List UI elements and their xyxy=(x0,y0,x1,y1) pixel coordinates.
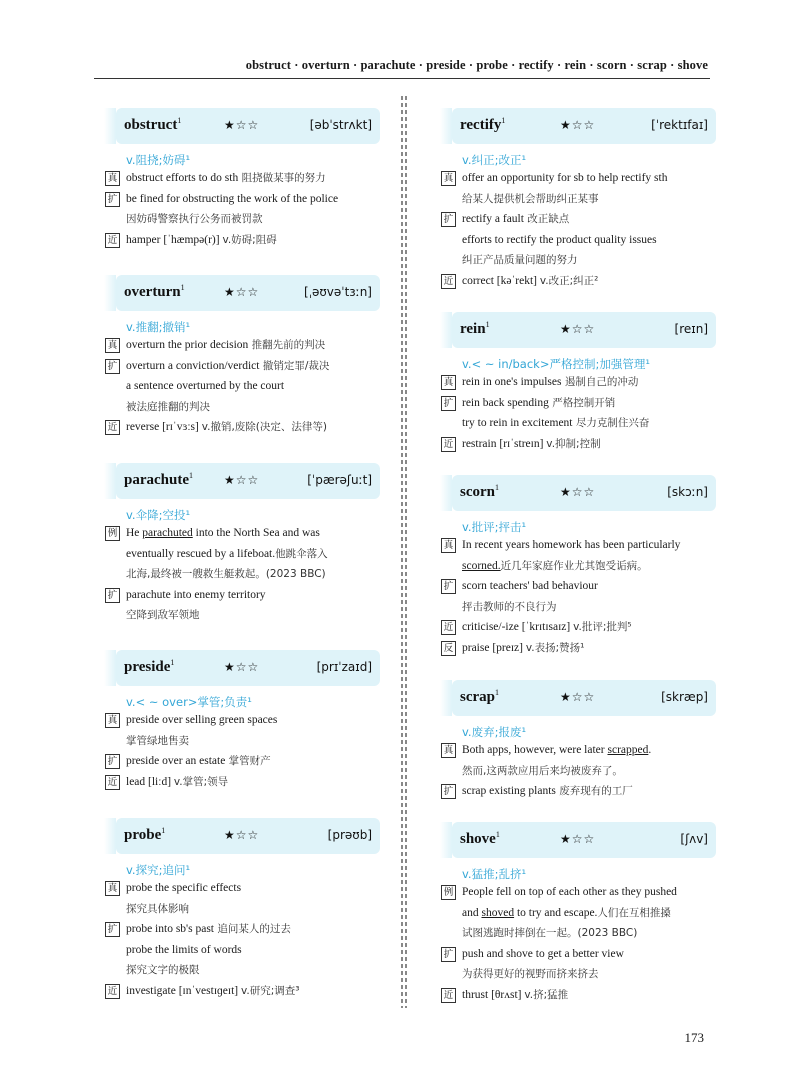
word-header xyxy=(452,822,716,858)
entry-line: 掌管绿地售卖 xyxy=(126,734,189,747)
part-of-speech: v.伞降;空投¹ xyxy=(126,508,191,522)
entry-line: 近 lead [liːd] v.掌管;领导 xyxy=(92,772,382,793)
page-number: 173 xyxy=(684,1030,704,1045)
entry-rein xyxy=(428,312,718,454)
line-tag: 近 xyxy=(441,988,456,1003)
entry-line: 纠正产品质量问题的努力 xyxy=(462,254,578,267)
part-of-speech: v.纠正;改正¹ xyxy=(462,153,527,167)
header-rule xyxy=(94,78,710,79)
line-tag: 扩 xyxy=(441,947,456,962)
rating-stars: ★☆☆ xyxy=(224,828,260,842)
phonetic: [ˈpærəʃuːt] xyxy=(307,473,372,487)
phonetic: [əbˈstrʌkt] xyxy=(309,118,372,132)
line-tag: 真 xyxy=(441,171,456,186)
entry-line: 近 thrust [θrʌst] v.挤;猛推 xyxy=(428,985,718,1006)
entry-line: 近 restrain [rɪˈstreɪn] v.抑制;控制 xyxy=(428,434,718,455)
entry-line: 真 probe the specific effects xyxy=(92,878,382,899)
line-tag: 近 xyxy=(105,233,120,248)
entry-line: 真 obstruct efforts to do sth 阻挠做某事的努力 xyxy=(92,168,382,189)
part-of-speech: v.批评;抨击¹ xyxy=(462,520,527,534)
rating-stars: ★☆☆ xyxy=(224,285,260,299)
headword: rein$^1$ xyxy=(460,320,490,337)
entry-rectify xyxy=(428,108,718,292)
entry-line: 扩 probe into sb's past 追问某人的过去 xyxy=(92,919,382,940)
headword: preside$^1$ xyxy=(124,658,175,675)
word-header xyxy=(116,650,380,686)
rating-stars: ★☆☆ xyxy=(560,690,596,704)
entry-line: 探究文字的极限 xyxy=(126,964,200,977)
entry-line: try to rein in excitement 尽力克制住兴奋 xyxy=(462,417,650,430)
line-tag: 扩 xyxy=(105,192,120,207)
line-tag: 扩 xyxy=(105,359,120,374)
example-line: eventually rescued by a lifeboat.他跳伞落入 xyxy=(126,547,328,560)
line-tag: 扩 xyxy=(441,212,456,227)
phonetic: [prɪˈzaɪd] xyxy=(316,660,372,674)
entry-scrap xyxy=(428,680,718,802)
entry-line: 为获得更好的视野而挤来挤去 xyxy=(462,968,599,981)
line-tag: 近 xyxy=(441,274,456,289)
entry-line: 扩 push and shove to get a better view xyxy=(428,944,718,965)
word-header xyxy=(116,818,380,854)
phonetic: [ˈrektɪfaɪ] xyxy=(651,118,708,132)
part-of-speech: v.< ~ in/back>严格控制;加强管理¹ xyxy=(462,357,650,371)
entry-line: 探究具体影响 xyxy=(126,902,189,915)
entry-line: 扩 parachute into enemy territory xyxy=(92,585,382,606)
entry-line: 近 criticise/-ize [ˈkrɪtɪsaɪz] v.批评;批判⁵ xyxy=(428,617,718,638)
line-tag: 近 xyxy=(441,437,456,452)
line-tag: 近 xyxy=(105,420,120,435)
example-line: 例 He parachuted into the North Sea and was xyxy=(92,523,382,544)
phonetic: [reɪn] xyxy=(674,322,708,336)
line-tag: 扩 xyxy=(441,784,456,799)
word-header xyxy=(116,275,380,311)
example-line: 试图逃跑时摔倒在一起。(2023 BBC) xyxy=(462,927,638,940)
line-tag: 近 xyxy=(105,984,120,999)
line-tag: 扩 xyxy=(105,754,120,769)
entry-line: 扩 scrap existing plants 废弃现有的工厂 xyxy=(428,781,718,802)
word-header xyxy=(116,108,380,144)
entry-line: probe the limits of words xyxy=(126,943,242,956)
entry-line: 真 offer an opportunity for sb to help rectify sth xyxy=(428,168,718,189)
entry-shove xyxy=(428,822,718,1006)
line-tag: 扩 xyxy=(441,396,456,411)
line-tag: 真 xyxy=(441,375,456,390)
phonetic: [skɔːn] xyxy=(667,485,708,499)
entry-parachute xyxy=(92,463,382,626)
example-line: 例 People fell on top of each other as they pushed xyxy=(428,882,718,903)
word-header xyxy=(452,475,716,511)
line-tag: 近 xyxy=(441,620,456,635)
word-header xyxy=(452,680,716,716)
entry-line: a sentence overturned by the court xyxy=(126,380,285,393)
entry-line: 反 praise [preɪz] v.表扬;赞扬¹ xyxy=(428,638,718,659)
word-header xyxy=(452,312,716,348)
entry-probe xyxy=(92,818,382,1002)
headword: rectify$^1$ xyxy=(460,116,506,133)
entry-line: 抨击教师的不良行为 xyxy=(462,600,557,613)
headword: parachute$^1$ xyxy=(124,471,193,488)
line-tag: 扩 xyxy=(441,579,456,594)
entry-line: 被法庭推翻的判决 xyxy=(126,400,210,413)
example-line: 然而,这两款应用后来均被废弃了。 xyxy=(462,764,623,777)
entry-line: 给某人提供机会帮助纠正某事 xyxy=(462,192,599,205)
line-tag: 近 xyxy=(105,775,120,790)
entry-line: 近 correct [kəˈrekt] v.改正;纠正² xyxy=(428,271,718,292)
line-tag: 真 xyxy=(105,881,120,896)
part-of-speech: v.推翻;撤销¹ xyxy=(126,320,191,334)
headword: shove$^1$ xyxy=(460,830,500,847)
line-tag: 扩 xyxy=(105,588,120,603)
rating-stars: ★☆☆ xyxy=(560,832,596,846)
page-header: obstruct · overturn · parachute · preside · probe · rectify · rein · scorn · scrap · shove xyxy=(245,58,708,72)
entry-line: 扩 rein back spending 严格控制开销 xyxy=(428,393,718,414)
part-of-speech: v.< ~ over>掌管;负责¹ xyxy=(126,695,252,709)
part-of-speech: v.探究;追问¹ xyxy=(126,863,191,877)
entry-obstruct xyxy=(92,108,382,250)
headword: scrap$^1$ xyxy=(460,688,499,705)
rating-stars: ★☆☆ xyxy=(224,660,260,674)
headword: obstruct$^1$ xyxy=(124,116,182,133)
rating-stars: ★☆☆ xyxy=(224,473,260,487)
headword: probe$^1$ xyxy=(124,826,166,843)
line-tag: 真 xyxy=(105,338,120,353)
line-tag: 扩 xyxy=(105,922,120,937)
entry-line: 空降到敌军领地 xyxy=(126,609,200,622)
line-tag: 真 xyxy=(105,713,120,728)
entry-line: 真 overturn the prior decision 推翻先前的判决 xyxy=(92,335,382,356)
phonetic: [ʃʌv] xyxy=(680,832,708,846)
entry-line: 扩 be fined for obstructing the work of the police xyxy=(92,189,382,210)
headword: scorn$^1$ xyxy=(460,483,499,500)
rating-stars: ★☆☆ xyxy=(560,322,596,336)
example-line: scorned.近几年家庭作业尤其饱受诟病。 xyxy=(462,559,648,572)
entry-line: 真 preside over selling green spaces xyxy=(92,710,382,731)
word-header xyxy=(116,463,380,499)
rating-stars: ★☆☆ xyxy=(560,118,596,132)
phonetic: [prəʊb] xyxy=(327,828,372,842)
entry-line: 扩 rectify a fault 改正缺点 xyxy=(428,209,718,230)
rating-stars: ★☆☆ xyxy=(224,118,260,132)
entry-line: 近 hamper [ˈhæmpə(r)] v.妨碍;阻碍 xyxy=(92,230,382,251)
line-tag: 真 xyxy=(105,171,120,186)
entry-line: 扩 scorn teachers' bad behaviour xyxy=(428,576,718,597)
word-header xyxy=(452,108,716,144)
example-line: 真 In recent years homework has been particularly xyxy=(428,535,718,556)
headword: overturn$^1$ xyxy=(124,283,185,300)
entry-line: 扩 preside over an estate 掌管财产 xyxy=(92,751,382,772)
entry-line: 扩 overturn a conviction/verdict 撤销定罪/裁决 xyxy=(92,356,382,377)
entry-line: 因妨碍警察执行公务而被罚款 xyxy=(126,213,263,226)
entry-preside xyxy=(92,650,382,792)
entry-overturn xyxy=(92,275,382,438)
phonetic: [skræp] xyxy=(661,690,708,704)
entry-scorn xyxy=(428,475,718,659)
entry-line: 近 reverse [rɪˈvɜːs] v.撤销,废除(决定、法律等) xyxy=(92,417,382,438)
part-of-speech: v.猛推;乱挤¹ xyxy=(462,867,527,881)
rating-stars: ★☆☆ xyxy=(560,485,596,499)
part-of-speech: v.废弃;报废¹ xyxy=(462,725,527,739)
line-tag: 反 xyxy=(441,641,456,656)
example-line: 真 Both apps, however, were later scrapped. xyxy=(428,740,718,761)
center-divider xyxy=(398,96,410,1008)
part-of-speech: v.阻挠;妨碍¹ xyxy=(126,153,191,167)
example-line: 北海,最终被一艘救生艇救起。(2023 BBC) xyxy=(126,568,326,581)
entry-line: 真 rein in one's impulses 遏制自己的冲动 xyxy=(428,372,718,393)
example-line: and shoved to try and escape.人们在互相推搡 xyxy=(462,906,671,919)
phonetic: [ˌəʊvəˈtɜːn] xyxy=(304,285,372,299)
entry-line: efforts to rectify the product quality issues xyxy=(462,233,657,246)
entry-line: 近 investigate [ɪnˈvestɪɡeɪt] v.研究;调查³ xyxy=(92,981,382,1002)
